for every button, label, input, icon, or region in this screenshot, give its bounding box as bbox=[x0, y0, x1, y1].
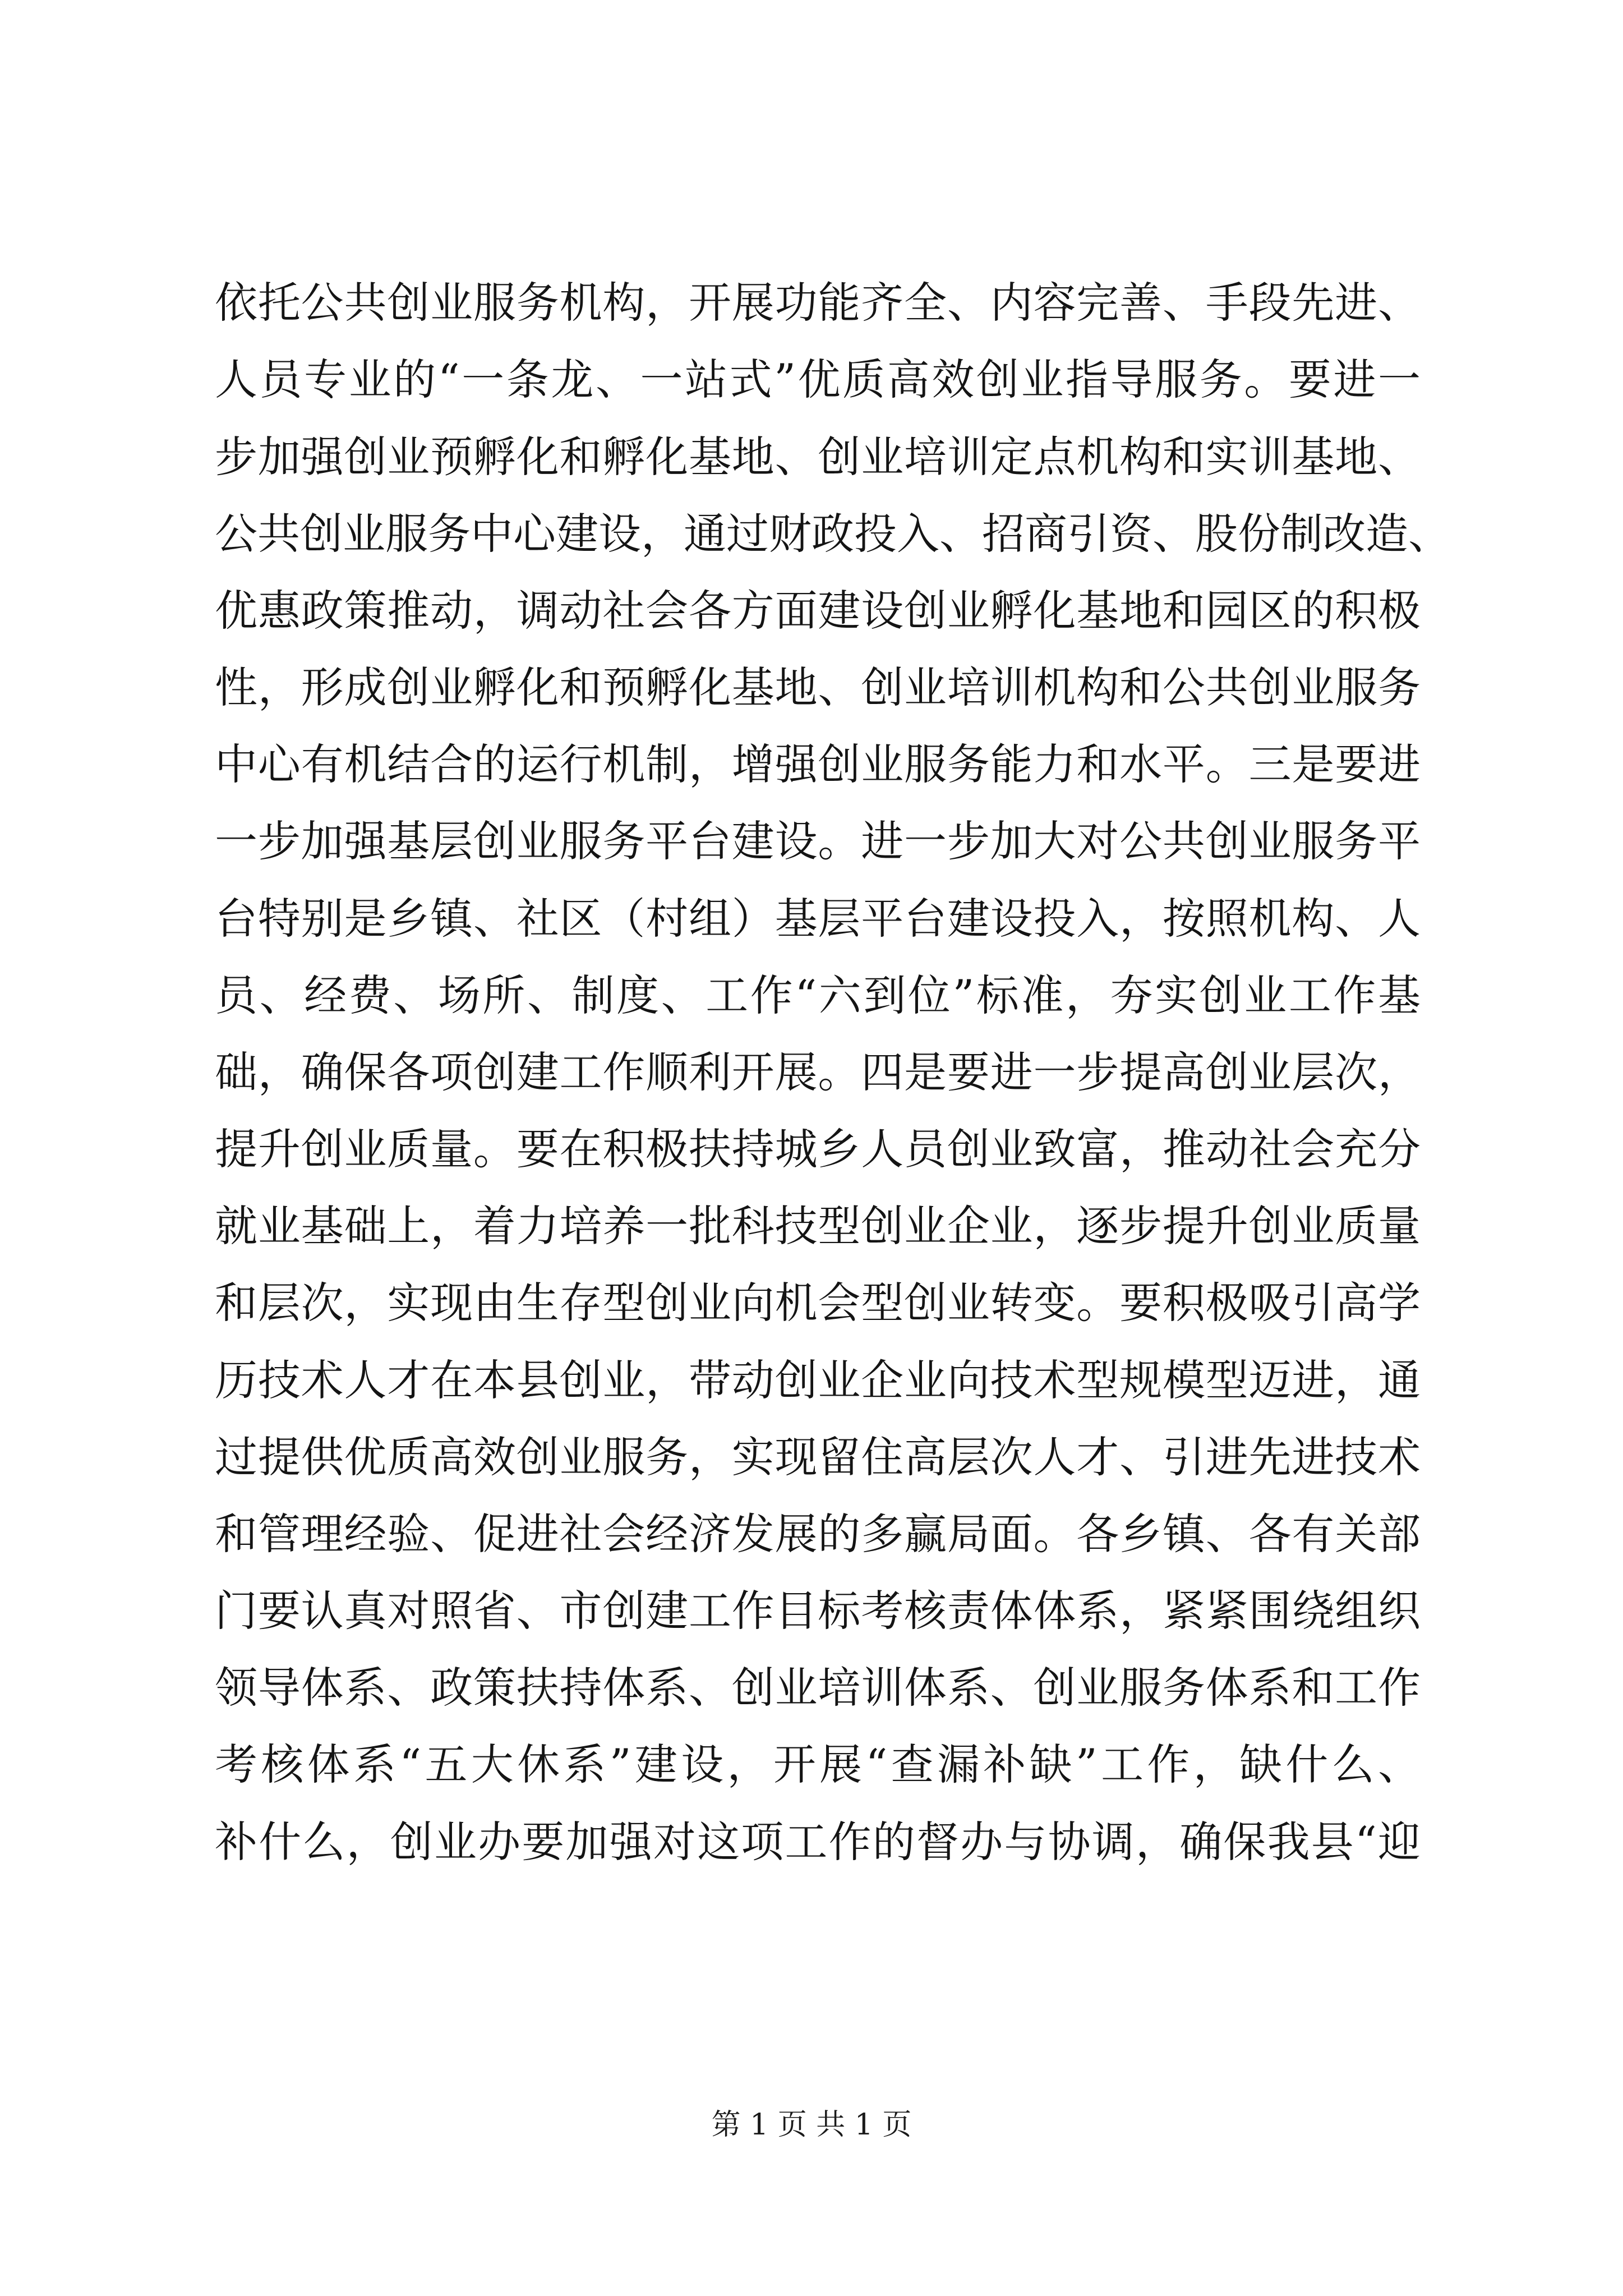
text-line: 础，确保各项创建工作顺利开展。四是要进一步提高创业层次， bbox=[215, 1047, 1421, 1097]
text-line: 一步加强基层创业服务平台建设。进一步加大对公共创业服务平 bbox=[215, 816, 1421, 866]
text-line: 优惠政策推动，调动社会各方面建设创业孵化基地和园区的积极 bbox=[215, 586, 1421, 636]
text-line: 历技术人才在本县创业，带动创业企业向技术型规模型迈进，通 bbox=[215, 1355, 1421, 1405]
text-line: 性，形成创业孵化和预孵化基地、创业培训机构和公共创业服务 bbox=[215, 662, 1421, 712]
text-line: 就业基础上，着力培养一批科技型创业企业，逐步提升创业质量 bbox=[215, 1201, 1421, 1251]
page-number-footer: 第 1 页 共 1 页 bbox=[711, 2108, 912, 2142]
text-line: 步加强创业预孵化和孵化基地、创业培训定点机构和实训基地、 bbox=[215, 432, 1421, 482]
text-line: 过提供优质高效创业服务，实现留住高层次人才、引进先进技术 bbox=[215, 1432, 1421, 1482]
text-line: 和管理经验、促进社会经济发展的多赢局面。各乡镇、各有关部 bbox=[215, 1509, 1421, 1559]
text-line: 员、经费、场所、制度、工作“六到位”标准，夯实创业工作基 bbox=[215, 970, 1421, 1020]
text-line: 中心有机结合的运行机制，增强创业服务能力和水平。三是要进 bbox=[215, 739, 1421, 789]
text-line: 和层次，实现由生存型创业向机会型创业转变。要积极吸引高学 bbox=[215, 1278, 1421, 1328]
text-line: 门要认真对照省、市创建工作目标考核责体体系，紧紧围绕组织 bbox=[215, 1586, 1421, 1636]
text-line: 台特别是乡镇、社区（村组）基层平台建设投入，按照机构、人 bbox=[215, 894, 1421, 944]
text-line: 领导体系、政策扶持体系、创业培训体系、创业服务体系和工作 bbox=[215, 1663, 1421, 1713]
text-line: 依托公共创业服务机构，开展功能齐全、内容完善、手段先进、 bbox=[215, 278, 1421, 328]
text-line: 公共创业服务中心建设，通过财政投入、招商引资、股份制改造、 bbox=[215, 509, 1451, 559]
text-line: 考核体系“五大休系”建设，开展“查漏补缺”工作，缺什么、 bbox=[215, 1740, 1421, 1789]
text-line: 人员专业的“一条龙、一站式”优质高效创业指导服务。要进一 bbox=[215, 355, 1421, 404]
text-line: 提升创业质量。要在积极扶持城乡人员创业致富，推动社会充分 bbox=[215, 1124, 1421, 1174]
text-line: 补什么，创业办要加强对这项工作的督办与协调，确保我县“迎 bbox=[215, 1817, 1421, 1867]
